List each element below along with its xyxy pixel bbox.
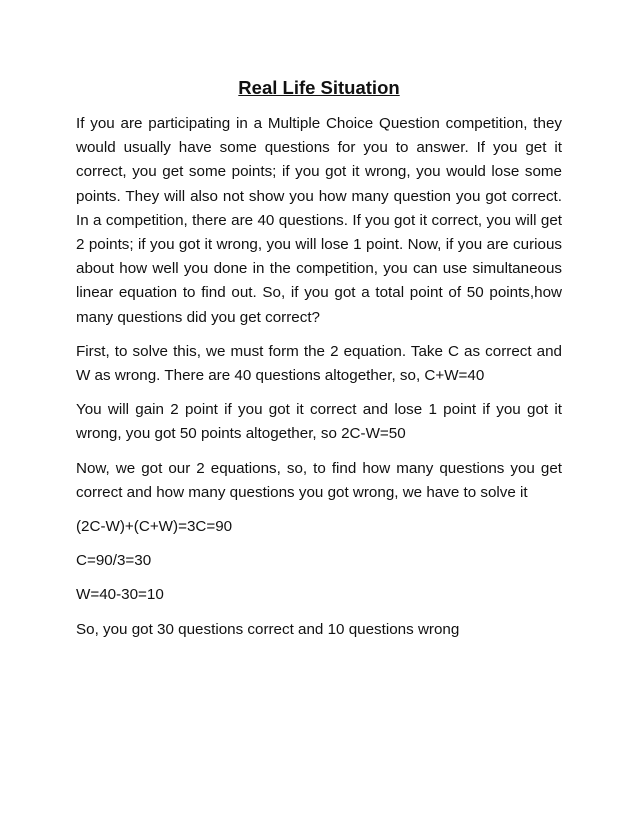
equation-line: C=90/3=30 — [76, 552, 152, 570]
equation-two-paragraph: You will gain 2 point if you got it correct and lose 1 point if you got it wrong, you got 50 points altogether, so 2C-W=50 — [76, 401, 562, 443]
equation-line: (2C-W)+(C+W)=3C=90 — [76, 518, 233, 536]
equation-one-paragraph: First, to solve this, we must form the 2 equation. Take C as correct and W as wrong. There are 40 questions altogether, so, C+W=40 — [76, 342, 562, 385]
document-page — [76, 74, 562, 652]
conclusion-text: So, you got 30 questions correct and 10 questions wrong — [76, 620, 460, 638]
solve-paragraph: Now, we got our 2 equations, so, to find how many questions you get correct and how many questions you got wrong, we have to solve it — [76, 459, 562, 501]
equation-line: W=40-30=10 — [76, 586, 164, 604]
page-title: Real Life Situation — [238, 77, 400, 98]
intro-paragraph: If you are participating in a Multiple Choice Question competition, they would usually have some questions for you to answer. If you get it correct, you get some points; if you got it wrong, you would lose some points. They will also not show you how many question you got correct. In a competition, there are 40 questions. If you got it correct, you will get 2 points; if you got it wrong, you will lose 1 point. Now, if you are curious about how well you done in the competition, you can use simultaneous linear equation to find out. So, if you got a total point of 50 points,how many questions did you get correct? — [76, 115, 562, 326]
